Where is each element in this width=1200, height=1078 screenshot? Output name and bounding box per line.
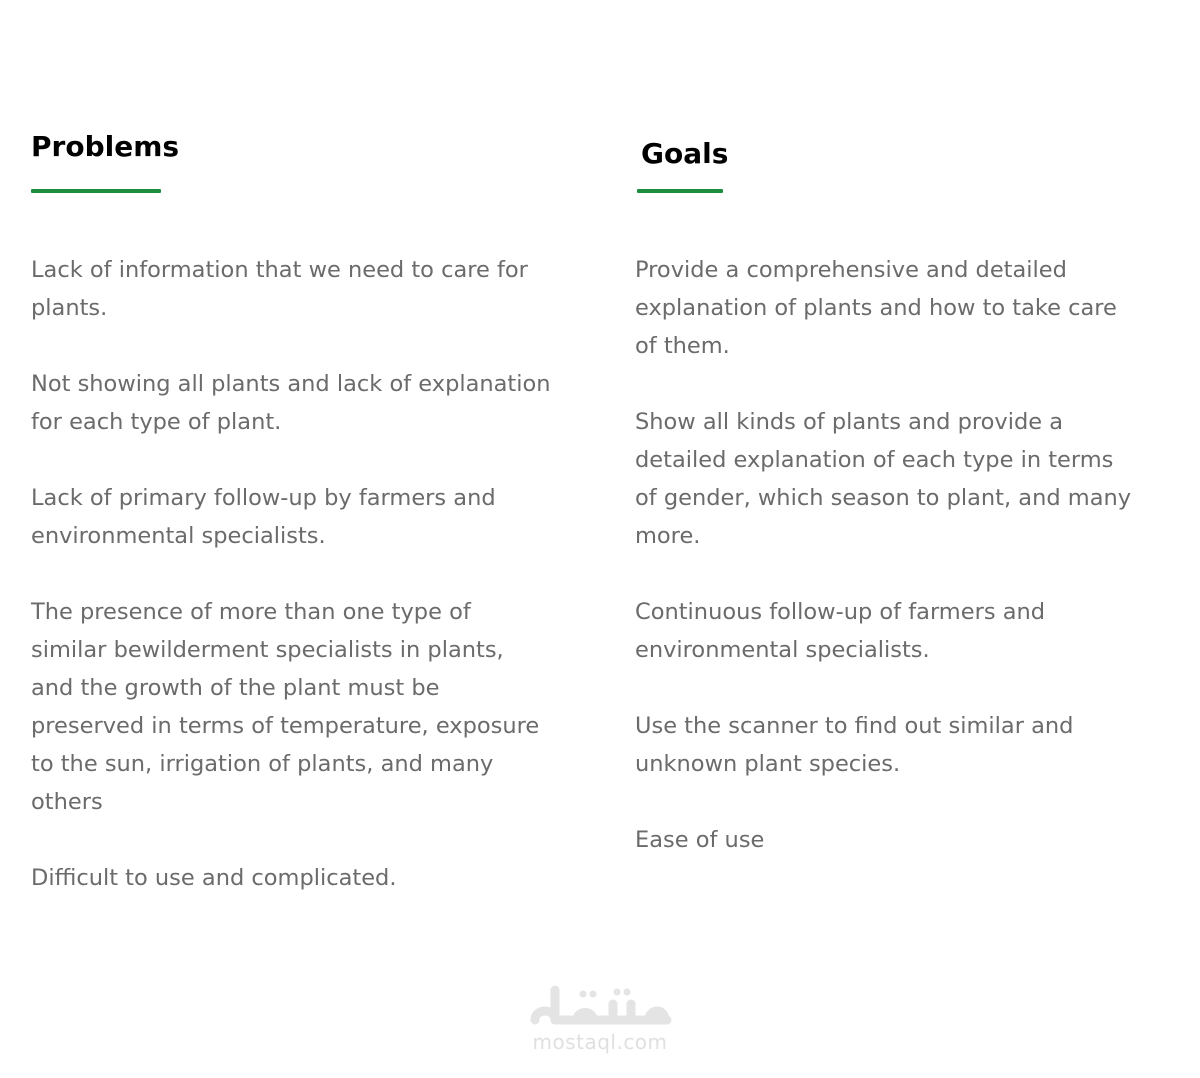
problem-item: Not showing all plants and lack of explanation for each type of plant. — [31, 371, 551, 435]
problems-list — [31, 251, 551, 935]
goal-item: Provide a comprehensive and detailed explanation of plants and how to take care of them. — [635, 257, 1117, 359]
goal-item: Show all kinds of plants and provide a detailed explanation of each type in terms of gender, which season to plant, and many more. — [635, 409, 1132, 549]
problem-item: Lack of information that we need to care for plants. — [31, 257, 528, 321]
goal-item: Use the scanner to find out similar and unknown plant species. — [635, 713, 1074, 777]
goals-heading: Goals — [641, 137, 729, 170]
goals-heading-underline — [637, 189, 723, 193]
problems-heading: Problems — [31, 130, 180, 163]
goal-item: Ease of use — [635, 827, 765, 853]
watermark-site-text: mostaql.com — [532, 1030, 668, 1054]
problems-heading-underline — [31, 189, 161, 193]
problem-item: Lack of primary follow-up by farmers and environmental specialists. — [31, 485, 496, 549]
goals-list — [635, 251, 1135, 897]
problem-item: The presence of more than one type of similar bewilderment specialists in plants, and the growth of the plant must be preserved in terms of temperature, exposure to the sun, irrigation of plants, and many others — [31, 599, 540, 815]
problem-item: Difficult to use and complicated. — [31, 865, 397, 891]
mostaql-logo-icon — [525, 980, 675, 1030]
mostaql-watermark — [512, 980, 688, 1060]
goal-item: Continuous follow-up of farmers and environmental specialists. — [635, 599, 1046, 663]
